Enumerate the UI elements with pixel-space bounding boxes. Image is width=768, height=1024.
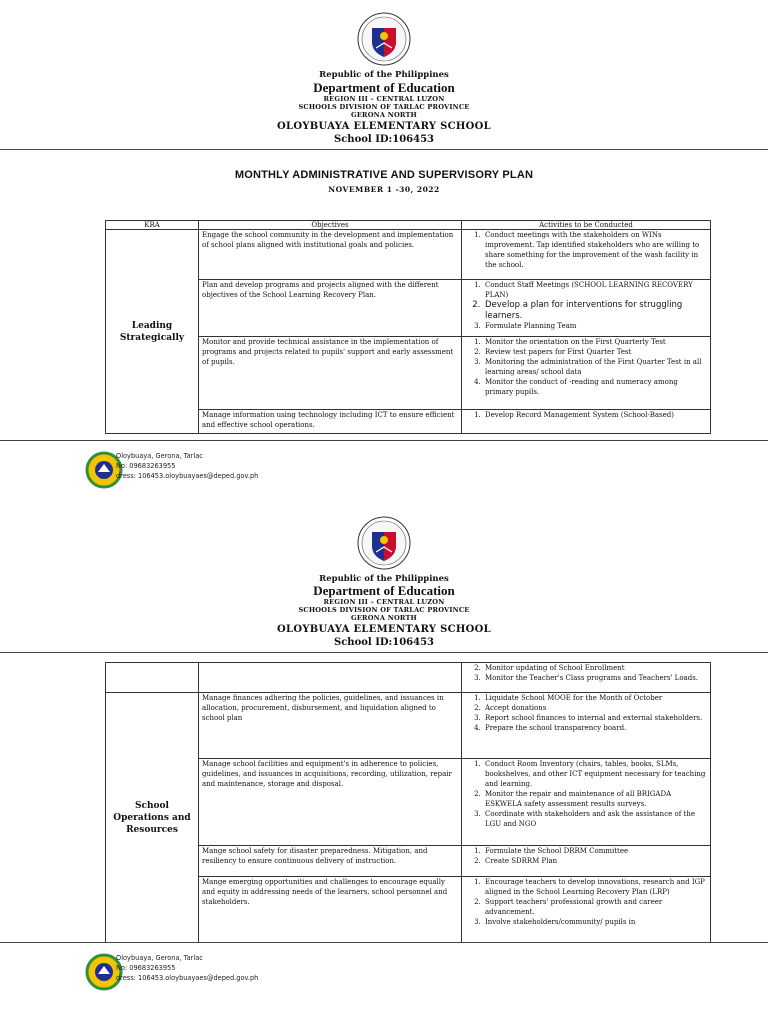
- activity-item: 3. Coordinate with stakeholders and ask the assistance of the LGU and NGO: [483, 809, 707, 829]
- kra-label: Leading Strategically: [119, 320, 185, 343]
- header-region: REGION III – CENTRAL LUZON: [323, 598, 445, 606]
- header-republic: Republic of the Philippines: [319, 574, 449, 584]
- activity-item: 3. Formulate Planning Team: [483, 321, 707, 331]
- header-activities: Activities to be Conducted: [462, 221, 711, 230]
- activity-item: 1. Conduct Room Inventory (chairs, tables, books, SLMs, bookshelves, and other ICT equipment necessary for teaching and learning.: [483, 759, 707, 789]
- activity-item: 1. Conduct meetings with the stakeholders on WINs improvement. Tap identified stakeholders who are willing to share something for the improvement of the wash facility in the school.: [483, 230, 707, 270]
- activity-item: 1. Conduct Staff Meetings (SCHOOL LEARNING RECOVERY PLAN): [483, 280, 707, 300]
- activity-item: 3. Involve stakeholders/community/ pupils in: [483, 917, 707, 927]
- header-republic: Republic of the Philippines: [319, 70, 449, 80]
- activity-item: 1. Monitor the orientation on the First Quarterly Test: [483, 337, 707, 347]
- activity-item: 3. Monitor the Teacher's Class programs and Teachers' Loads.: [483, 673, 707, 683]
- header-school-id: School ID:106453: [334, 134, 434, 145]
- plan-title: MONTHLY ADMINISTRATIVE AND SUPERVISORY PLAN: [234, 169, 534, 181]
- header-school-name: OLOYBUAYA ELEMENTARY SCHOOL: [276, 121, 492, 132]
- table-header-row: [106, 221, 711, 230]
- footer-phone: No: 09683263955: [116, 462, 176, 470]
- header-division: SCHOOLS DIVISION OF TARLAC PROVINCE: [298, 103, 470, 111]
- activities-cell: [462, 337, 711, 410]
- footer-email: dress: 106453.oloybuayaes@deped.gov.ph: [116, 974, 259, 982]
- table-row: [106, 693, 711, 759]
- activity-item: 3. Monitoring the administration of the First Quarter Test in all learning areas/ school data: [483, 357, 707, 377]
- activity-item: 1. Formulate the School DRRM Committee: [483, 846, 707, 856]
- objective-cell: [199, 663, 462, 693]
- activity-item: 2. Monitor updating of School Enrollment: [483, 663, 707, 673]
- kra-cell: [106, 230, 199, 434]
- activity-item: 2. Create SDRRM Plan: [483, 856, 707, 866]
- footer-email: dress: 106453.oloybuayaes@deped.gov.ph: [116, 472, 259, 480]
- deped-seal-icon: [357, 516, 411, 570]
- objective-cell: Mange emerging opportunities and challenges to encourage equally and equity in addressing needs of the learners, school personnel and stakeholders.: [199, 877, 462, 943]
- objective-cell: Manage school facilities and equipment's in adherence to policies, guidelines, and issuances in acquisitions, recording, utilization, repair and maintenance, storage and disposal.: [199, 759, 462, 846]
- footer: [84, 450, 344, 492]
- header-district: GERONA NORTH: [351, 614, 417, 622]
- header-department: Department of Education: [313, 583, 455, 598]
- activity-item: 2. Monitor the repair and maintenance of all BRIGADA ESKWELA safety assessment results surveys.: [483, 789, 707, 809]
- activities-cell: [462, 759, 711, 846]
- header-school-name: OLOYBUAYA ELEMENTARY SCHOOL: [276, 624, 492, 635]
- objective-cell: Mange school safety for disaster preparedness. Mitigation, and resiliency to ensure continuous delivery of instruction.: [199, 846, 462, 877]
- activities-cell: [462, 410, 711, 434]
- objective-cell: Plan and develop programs and projects aligned with the different objectives of the School Learning Recovery Plan.: [199, 280, 462, 337]
- footer-address: Oloybuaya, Gerona, Tarlac: [116, 954, 203, 962]
- header-district: GERONA NORTH: [351, 111, 417, 119]
- footer-rule: [0, 942, 768, 943]
- activities-cell: [462, 230, 711, 280]
- activity-item: 4. Monitor the conduct of -reading and numeracy among primary pupils.: [483, 377, 707, 397]
- objective-cell: Engage the school community in the development and implementation of school plans aligned with institutional goals and policies.: [199, 230, 462, 280]
- objective-cell: Monitor and provide technical assistance in the implementation of programs and projects related to pupils' support and early assessment of pupils.: [199, 337, 462, 410]
- table-row: [106, 230, 711, 280]
- header-region: REGION III – CENTRAL LUZON: [323, 95, 445, 103]
- kra-label: School Operations and Resources: [113, 800, 191, 835]
- activities-cell: [462, 846, 711, 877]
- footer-phone: No: 09683263955: [116, 964, 176, 972]
- activity-item: 2. Review test papers for First Quarter Test: [483, 347, 707, 357]
- activity-item: 3. Report school finances to internal and external stakeholders.: [483, 713, 707, 723]
- plan-table-page-2: [105, 662, 711, 943]
- activities-cell: [462, 877, 711, 943]
- footer-address: Oloybuaya, Gerona, Tarlac: [116, 452, 203, 460]
- document-page-2: [0, 500, 768, 1024]
- activities-cell: [462, 280, 711, 337]
- header-school-id: School ID:106453: [334, 637, 434, 648]
- table-row: [106, 663, 711, 693]
- document-page-1: [0, 0, 768, 500]
- activity-item: 1. Develop Record Management System (School-Based): [483, 410, 707, 420]
- footer-rule: [0, 440, 768, 441]
- objective-cell: Manage information using technology including ICT to ensure efficient and effective school operations.: [199, 410, 462, 434]
- objective-cell: Manage finances adhering the policies, guidelines, and issuances in allocation, procurement, disbursement, and liquidation aligned to school plan: [199, 693, 462, 759]
- footer: [84, 952, 344, 994]
- kra-cell-empty: [106, 663, 199, 693]
- kra-cell: [106, 693, 199, 943]
- activities-cell: [462, 693, 711, 759]
- plan-table-page-1: [105, 220, 711, 434]
- header-rule: [0, 149, 768, 150]
- deped-seal-icon: [357, 12, 411, 66]
- activity-item: 2. Support teachers' professional growth and career advancement.: [483, 897, 707, 917]
- footer-contact: [116, 451, 258, 481]
- header-objectives: Objectives: [199, 221, 462, 230]
- activity-item: 2. Develop a plan for interventions for struggling learners.: [483, 300, 707, 321]
- activity-item: 2. Accept donations: [483, 703, 707, 713]
- footer-contact: [116, 953, 258, 983]
- header-kra: KRA: [106, 221, 199, 230]
- activity-item: 4. Prepare the school transparency board.: [483, 723, 707, 733]
- header-rule: [0, 652, 768, 653]
- header-division: SCHOOLS DIVISION OF TARLAC PROVINCE: [298, 606, 470, 614]
- activity-item: 1. Liquidate School MOOE for the Month of October: [483, 693, 707, 703]
- header-department: Department of Education: [313, 80, 455, 95]
- activity-item: 1. Encourage teachers to develop innovations, research and IGP aligned in the School Learning Recovery Plan (LRP): [483, 877, 707, 897]
- activities-cell: [462, 663, 711, 693]
- plan-period: NOVEMBER 1 -30, 2022: [328, 185, 440, 194]
